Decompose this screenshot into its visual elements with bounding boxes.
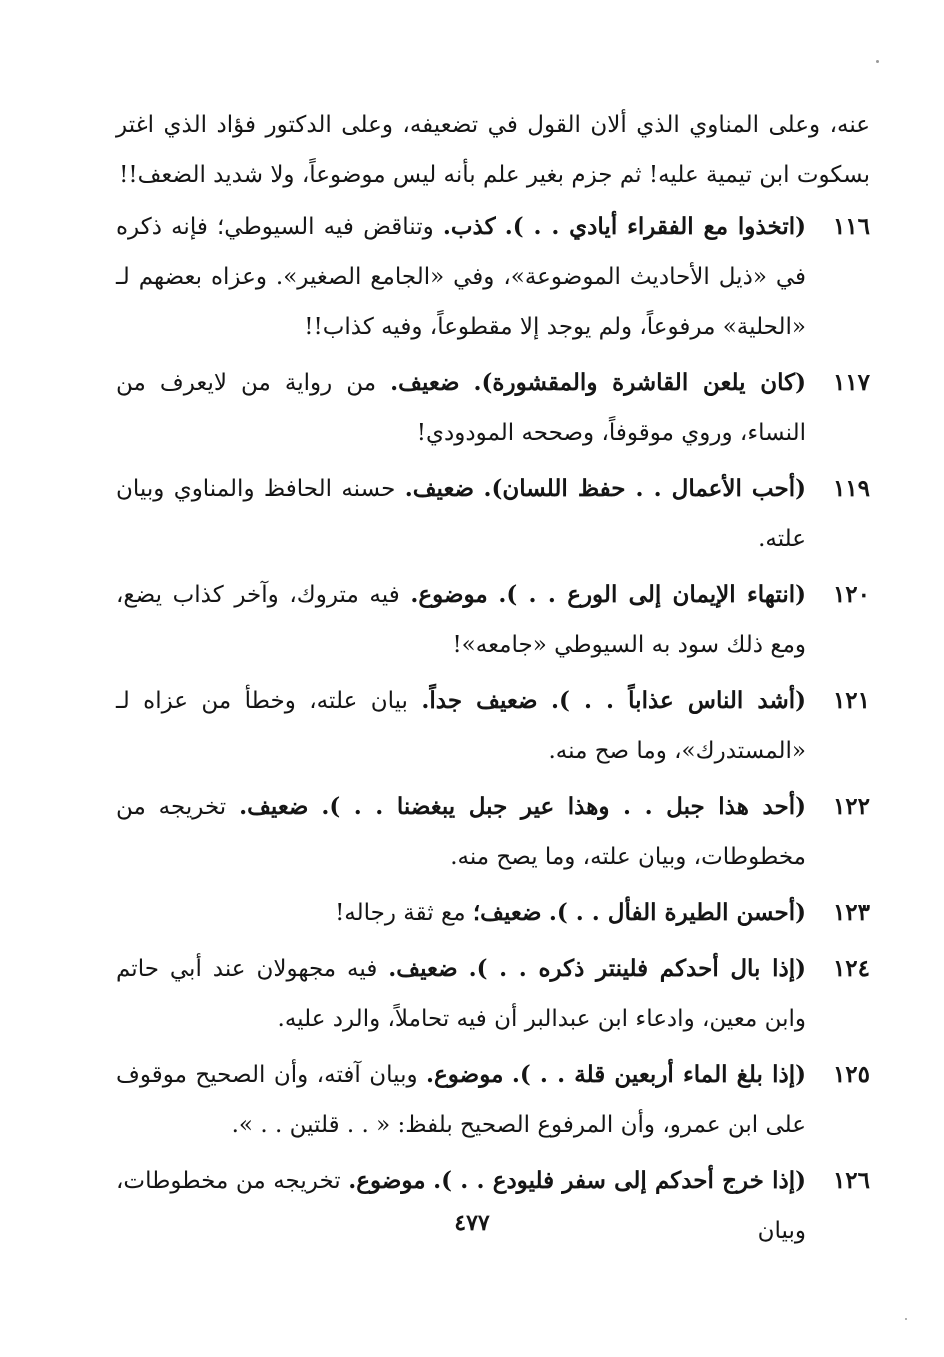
entry-text: فيه متروك، وآخر كذاب يضع، ومع ذلك سود به السيوطي «جامعه»! xyxy=(116,582,806,658)
entry-number: ١٢١ xyxy=(832,687,870,714)
entry-body xyxy=(116,782,806,882)
entry-text: حسنه الحافظ والمناوي وبيان علته. xyxy=(116,476,806,552)
entry-number: ١١٩ xyxy=(832,475,870,502)
entry-text: تخريجه من مخطوطات، وبيان علته، وما يصح منه. xyxy=(116,794,806,870)
hadith-title: (اتخذوا مع الفقراء أيادي . . ). xyxy=(504,213,806,240)
hadith-title: (أشد الناس عذاباً . . ). xyxy=(550,687,807,714)
hadith-grade: موضوع. xyxy=(348,1167,426,1194)
list-item xyxy=(116,570,870,670)
entry-list xyxy=(116,202,870,1256)
hadith-grade: ضعيف. xyxy=(404,475,475,502)
entry-number: ١٢٦ xyxy=(832,1167,870,1194)
entry-body xyxy=(116,1156,806,1256)
entry-body xyxy=(116,570,806,670)
entry-text: بيان علته، وخطأ من عزاه لـ «المستدرك»، وما صح منه. xyxy=(116,688,806,764)
entry-body xyxy=(116,464,806,564)
entry-number: ١٢٢ xyxy=(832,793,870,820)
scan-speck xyxy=(905,1318,907,1320)
hadith-grade: كذب. xyxy=(442,213,496,240)
list-item xyxy=(116,944,870,1044)
hadith-title: (أحد هذا جبل . . وهذا عير جبل يبغضنا . . ). xyxy=(321,793,806,820)
list-item xyxy=(116,888,870,938)
hadith-title: (أحسن الطيرة الفأل . . ). xyxy=(548,899,806,926)
page-number: ٤٧٧ xyxy=(454,1210,490,1236)
hadith-grade: ضعيف. xyxy=(390,369,460,396)
list-item xyxy=(116,1156,870,1256)
hadith-title: (إذا بلغ الماء أربعين قلة . . ). xyxy=(511,1061,806,1088)
entry-body xyxy=(116,676,806,776)
scan-speck xyxy=(876,60,879,63)
entry-text: وبيان آفته، وأن الصحيح موقوف على ابن عمرو، وأن المرفوع الصحيح بلفظ: « . . قلتين . . ». xyxy=(116,1062,806,1138)
entry-number: ١٢٠ xyxy=(832,581,870,608)
hadith-title: (كان يلعن القاشرة والمقشورة). xyxy=(473,369,807,396)
entry-number: ١٢٣ xyxy=(832,899,870,926)
entry-body xyxy=(116,944,806,1044)
hadith-grade: ضعيف جداً. xyxy=(421,687,538,714)
entry-text: مع ثقة رجاله! xyxy=(335,900,466,926)
entry-body xyxy=(116,888,806,938)
entry-text: من رواية من لايعرف من النساء، وروي موقوفاً، وصححه المودودي! xyxy=(116,370,806,446)
entry-text: تخريجه من مخطوطات، وبيان xyxy=(116,1168,806,1244)
entry-body xyxy=(116,1050,806,1150)
hadith-title: (إذا خرج أحدكم إلى سفر فليودع . . ). xyxy=(433,1167,807,1194)
hadith-grade: ضعيف. xyxy=(388,955,458,982)
list-item xyxy=(116,202,870,352)
entry-body xyxy=(116,358,806,458)
entry-number: ١١٦ xyxy=(832,213,870,240)
hadith-grade: ضعيف. xyxy=(239,793,309,820)
hadith-grade: موضوع. xyxy=(426,1061,504,1088)
list-item xyxy=(116,358,870,458)
entry-text: وتناقض فيه السيوطي؛ فإنه ذكره في «ذيل الأحاديث الموضوعة»، وفي «الجامع الصغير». وعزاه بعضهم لـ «الحلية» مرفوعاً، ولم يوجد إلا مقطوعاً، وفيه كذاب!! xyxy=(116,214,806,340)
entry-number: ١١٧ xyxy=(832,369,870,396)
hadith-grade: موضوع. xyxy=(410,581,488,608)
entry-number: ١٢٤ xyxy=(832,955,870,982)
hadith-title: (انتهاء الإيمان إلى الورع . . ). xyxy=(498,581,807,608)
list-item xyxy=(116,1050,870,1150)
list-item xyxy=(116,676,870,776)
text-block xyxy=(116,100,870,1262)
hadith-title: (إذا بال أحدكم فلينتر ذكره . . ). xyxy=(468,955,807,982)
list-item xyxy=(116,782,870,882)
hadith-title: (أحب الأعمال . . حفظ اللسان). xyxy=(483,475,807,502)
list-item xyxy=(116,464,870,564)
entry-body xyxy=(116,202,806,352)
intro-paragraph: عنه، وعلى المناوي الذي ألان القول في تضعيفه، وعلى الدكتور فؤاد الذي اغتر بسكوت ابن تيمية عليه! ثم جزم بغير علم بأنه ليس موضوعاً، ولا شديد الضعف!! xyxy=(116,112,870,188)
entry-number: ١٢٥ xyxy=(832,1061,870,1088)
entry-text: فيه مجهولان عند أبي حاتم وابن معين، وادعاء ابن عبدالبر أن فيه تحاملاً، والرد عليه. xyxy=(116,956,806,1032)
hadith-grade: ضعيف؛ xyxy=(472,899,542,926)
